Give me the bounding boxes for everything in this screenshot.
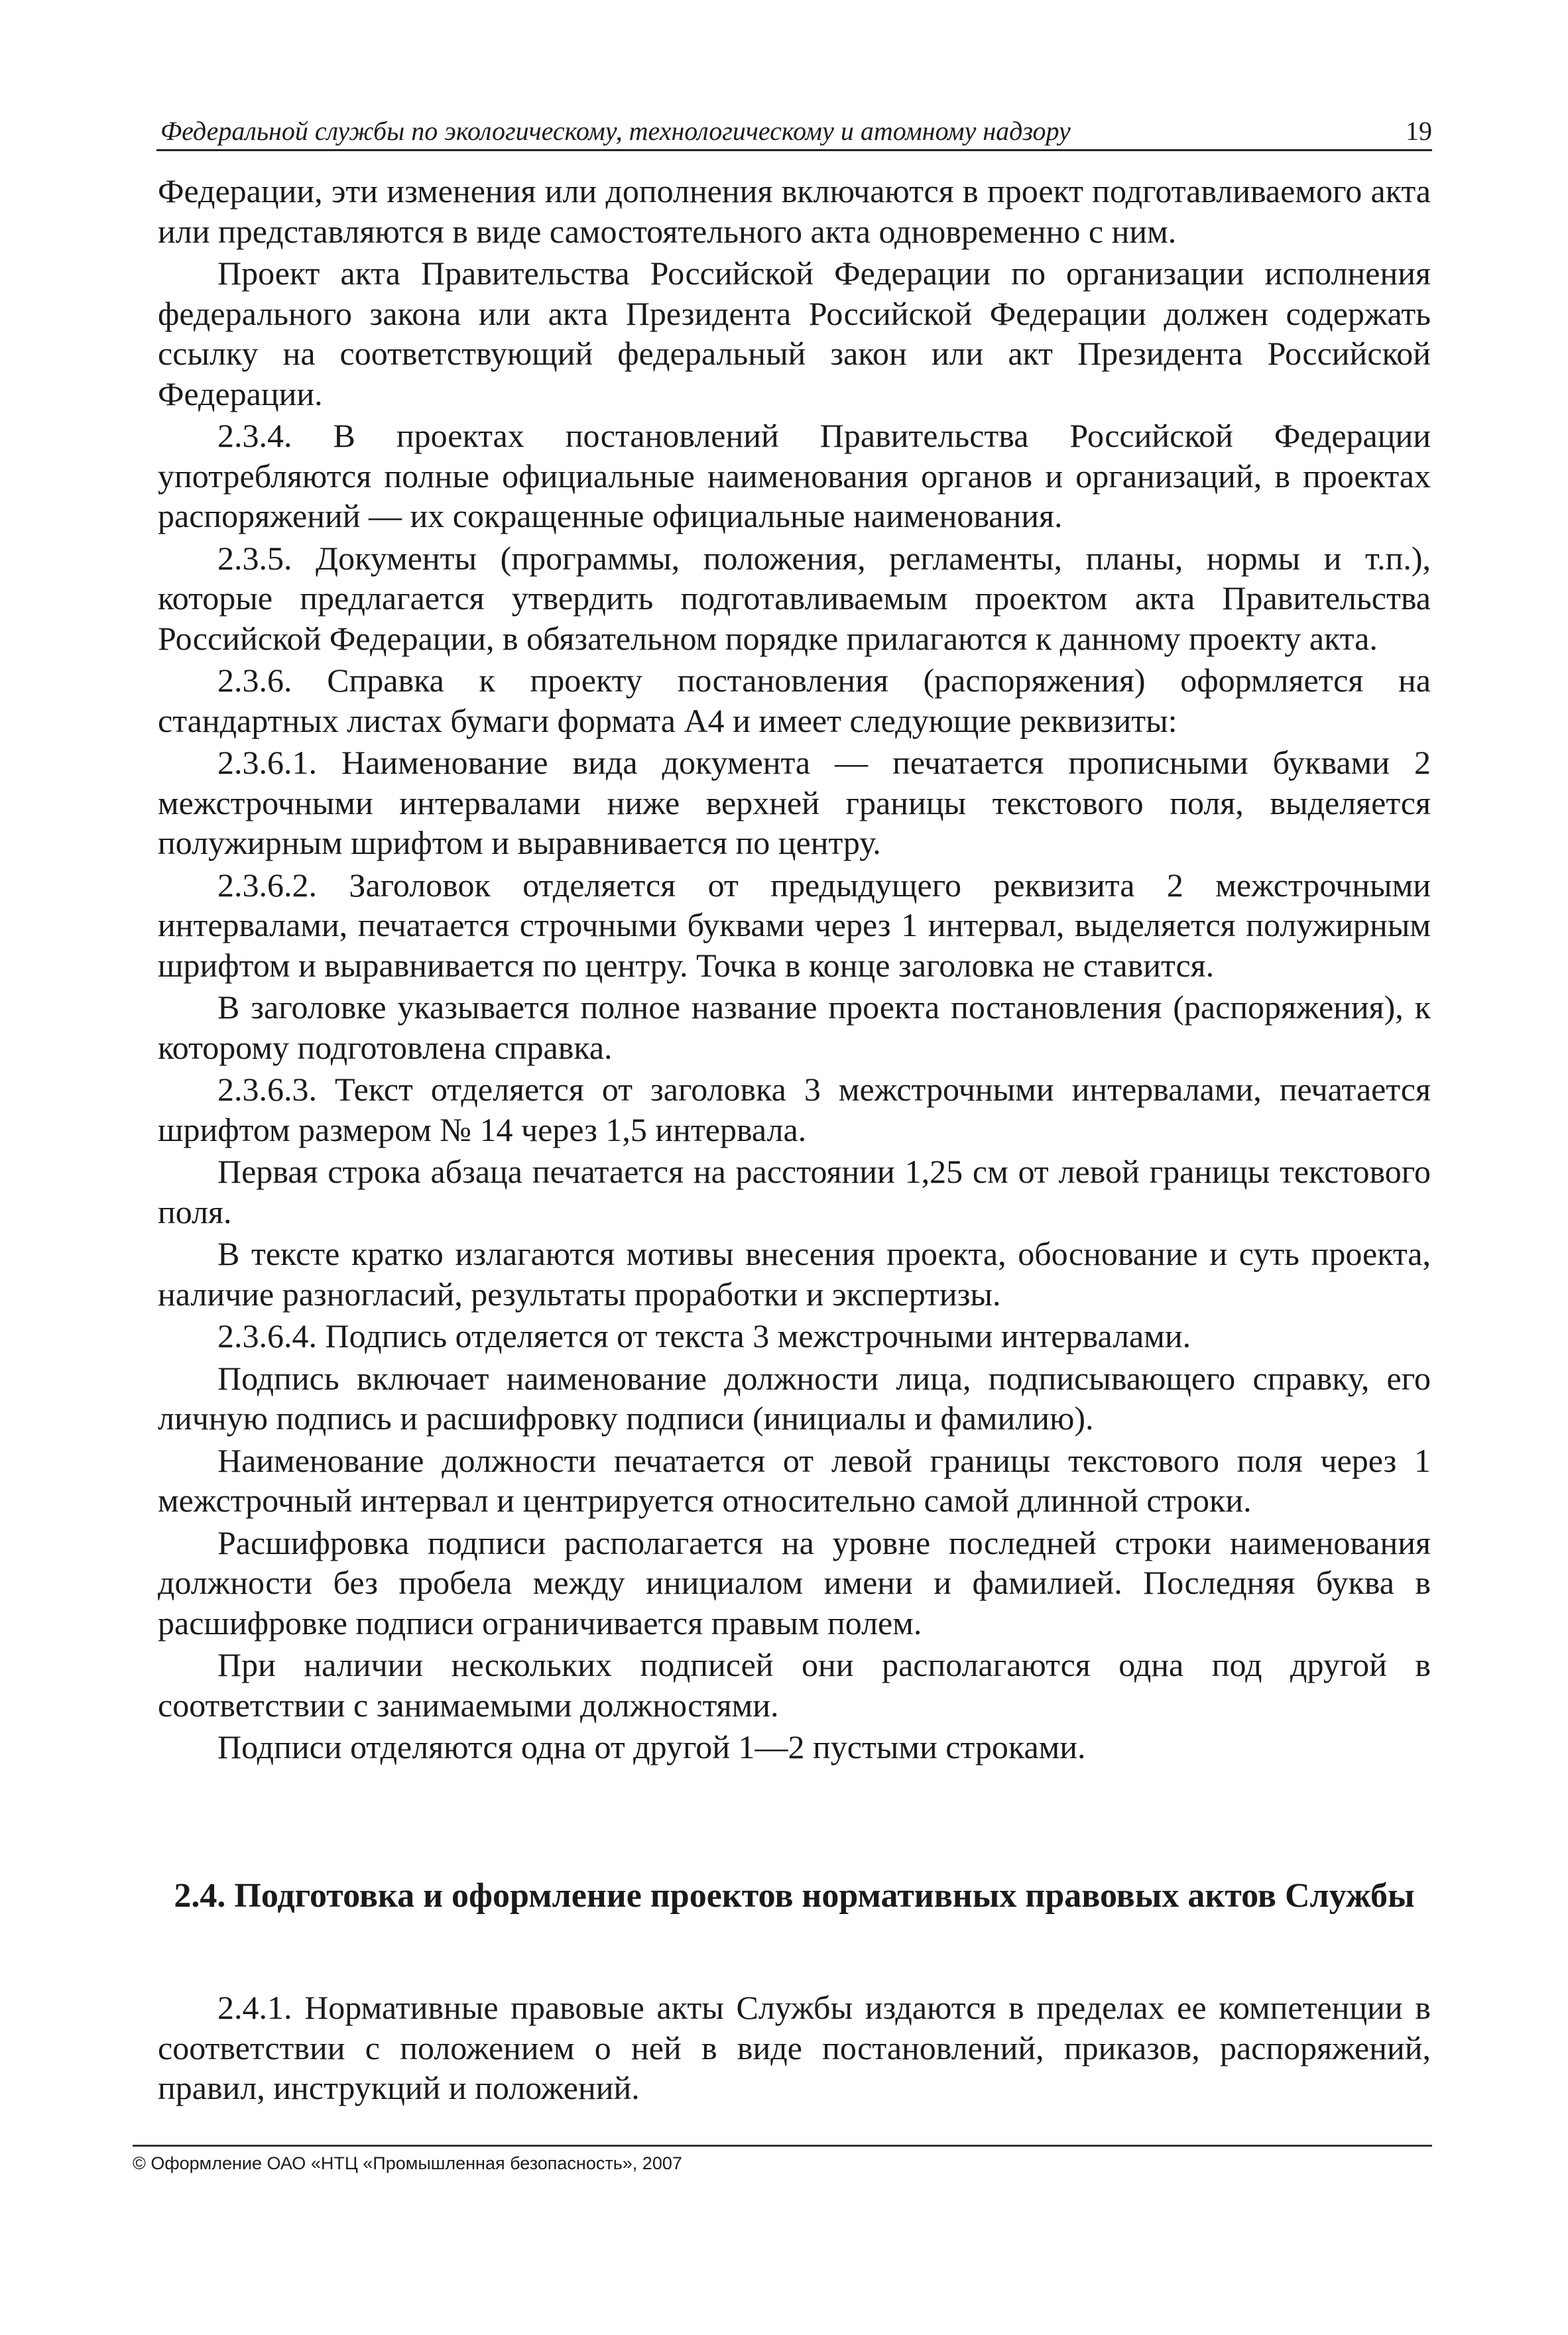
paragraph: 2.3.6. Справка к проекту постановления (распоряжения) оформляется на стандартных листах бумаги формата А4 и имеет следующие реквизиты: bbox=[158, 662, 1431, 739]
paragraph: При наличии нескольких подписей они располагаются одна под другой в соответствии с занимаемыми должностями. bbox=[158, 1646, 1431, 1724]
paragraph: 2.3.6.1. Наименование вида документа — печатается прописными буквами 2 межстрочными интервалами ниже верхней границы текстового поля, выделяется полужирным шрифтом и выравнивается по центру. bbox=[158, 744, 1431, 861]
paragraph: Подписи отделяются одна от другой 1—2 пустыми строками. bbox=[217, 1728, 1086, 1766]
paragraph: В тексте кратко излагаются мотивы внесения проекта, обоснование и суть проекта, наличие разногласий, результаты проработки и экспертизы. bbox=[158, 1235, 1431, 1313]
paragraph: Первая строка абзаца печатается на расстоянии 1,25 см от левой границы текстового поля. bbox=[158, 1153, 1431, 1230]
paragraph: Проект акта Правительства Российской Федерации по организации исполнения федерального закона или акта Президента Российской Федерации должен содержать ссылку на соответствующий федеральный закон или акт Президента Российской Федерации. bbox=[158, 255, 1431, 412]
paragraph: 2.4.1. Нормативные правовые акты Службы издаются в пределах ее компетенции в соответствии с положением о ней в виде постановлений, приказов, распоряжений, правил, инструкций и положений. bbox=[158, 1989, 1431, 2106]
paragraph: 2.3.6.4. Подпись отделяется от текста 3 межстрочными интервалами. bbox=[217, 1317, 1191, 1354]
running-title: Федеральной службы по экологическому, технологическому и атомному надзору bbox=[160, 116, 1071, 146]
paragraph: 2.3.4. В проектах постановлений Правительства Российской Федерации употребляются полные официальные наименования органов и организаций, в проектах распоряжений — их сокращенные официальные наименования. bbox=[158, 417, 1431, 534]
footer-divider bbox=[133, 2145, 1432, 2147]
paragraph: Наименование должности печатается от левой границы текстового поля через 1 межстрочный интервал и центрируется относительно самой длинной строки. bbox=[158, 1441, 1431, 1519]
paragraph: Расшифровка подписи располагается на уровне последней строки наименования должности без пробела между инициалом имени и фамилией. Последняя буква в расшифровке подписи ограничивается правым полем. bbox=[158, 1524, 1431, 1642]
paragraph: 2.3.6.2. Заголовок отделяется от предыдущего реквизита 2 межстрочными интервалами, печатается строчными буквами через 1 интервал, выделяется полужирным шрифтом и выравнивается по центру. Точка в конце заголовка не ставится. bbox=[158, 866, 1431, 984]
section-body bbox=[158, 1988, 1431, 2108]
section-heading: 2.4. Подготовка и оформление проектов нормативных правовых актов Службы bbox=[174, 1877, 1415, 1915]
page-number: 19 bbox=[1406, 116, 1432, 146]
paragraph: Подпись включает наименование должности лица, подписывающего справку, его личную подпись и расшифровку подписи (инициалы и фамилию). bbox=[158, 1359, 1431, 1437]
body-text bbox=[158, 171, 1431, 1769]
paragraph: 2.3.6.3. Текст отделяется от заголовка 3 межстрочными интервалами, печатается шрифтом размером № 14 через 1,5 интервала. bbox=[158, 1071, 1431, 1148]
page-header bbox=[156, 108, 1432, 151]
paragraph: В заголовке указывается полное название проекта постановления (распоряжения), к которому подготовлена справка. bbox=[158, 988, 1431, 1066]
paragraph: 2.3.5. Документы (программы, положения, регламенты, планы, нормы и т.п.), которые предлагается утвердить подготавливаемым проектом акта Правительства Российской Федерации, в обязательном порядке прилагаются к данному проекту акта. bbox=[158, 539, 1431, 657]
paragraph: Федерации, эти изменения или дополнения включаются в проект подготавливаемого акта или представляются в виде самостоятельного акта одновременно с ним. bbox=[158, 172, 1431, 250]
footer-copyright: © Оформление ОАО «НТЦ «Промышленная безопасность», 2007 bbox=[133, 2153, 682, 2173]
